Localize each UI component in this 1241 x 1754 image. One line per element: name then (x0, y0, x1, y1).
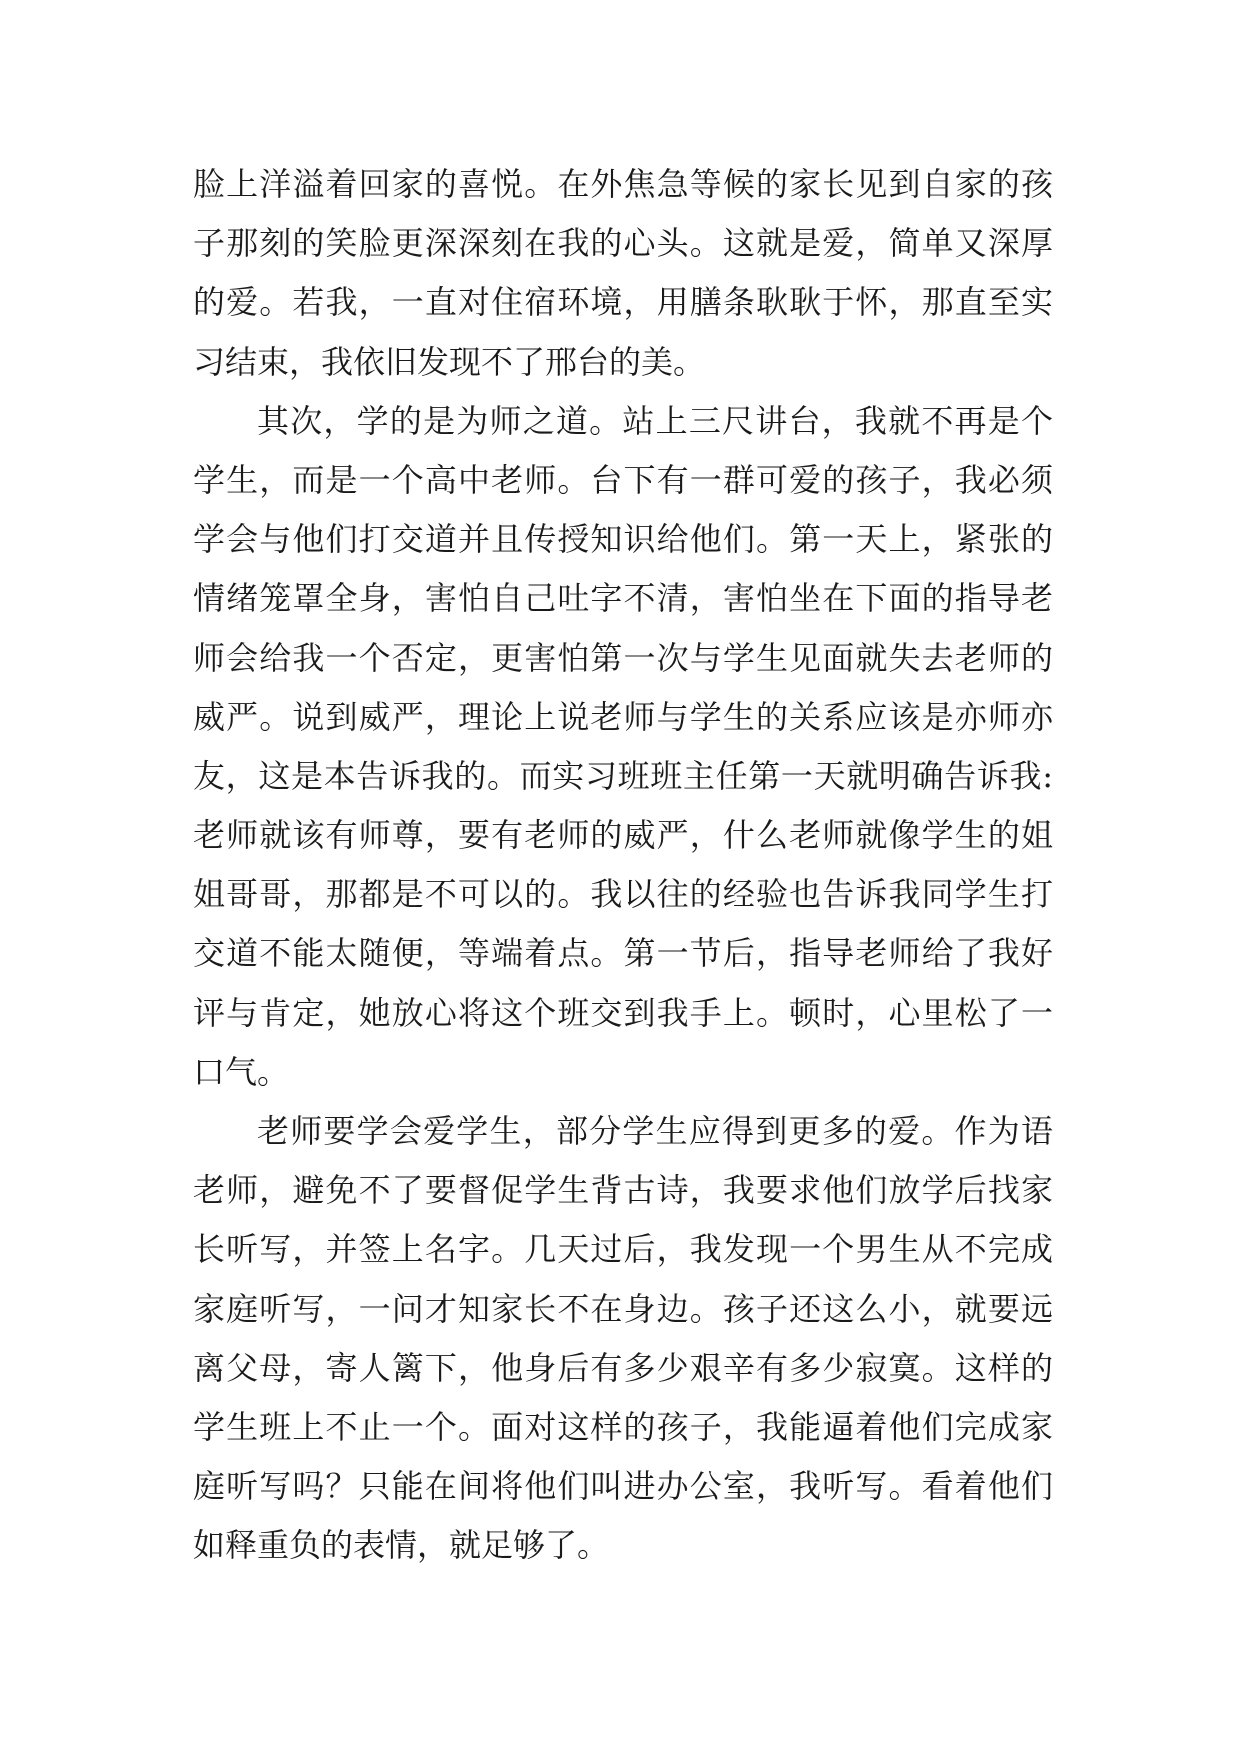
text-line: 口气。 (193, 1052, 290, 1091)
text-line: 老师要学会爱学生，部分学生应得到更多的爱。作为语 (257, 1112, 1053, 1150)
text-line: 家庭听写，一问才知家长不在身边。孩子还这么小，就要远 (193, 1289, 1053, 1328)
text-line: 老师就该有师尊，要有老师的威严，什么老师就像学生的姐 (193, 816, 1053, 855)
text-line: 学会与他们打交道并且传授知识给他们。第一天上，紧张的 (193, 520, 1053, 559)
text-line: 评与肯定，她放心将这个班交到我手上。顿时，心里松了一 (193, 993, 1053, 1032)
text-line: 庭听写吗？只能在间将他们叫进办公室，我听写。看着他们 (193, 1467, 1053, 1506)
text-line: 威严。说到威严，理论上说老师与学生的关系应该是亦师亦 (193, 697, 1053, 736)
text-line: 学生班上不止一个。面对这样的孩子，我能逼着他们完成家 (193, 1407, 1053, 1446)
text-line: 情绪笼罩全身，害怕自己吐字不清，害怕坐在下面的指导老 (193, 579, 1053, 618)
text-line: 姐哥哥，那都是不可以的。我以往的经验也告诉我同学生打 (193, 875, 1053, 914)
text-line: 脸上洋溢着回家的喜悦。在外焦急等候的家长见到自家的孩 (193, 165, 1053, 203)
text-line: 习结束，我依旧发现不了邢台的美。 (193, 342, 706, 381)
text-line: 的爱。若我，一直对住宿环境，用膳条耿耿于怀，那直至实 (193, 283, 1053, 322)
text-line: 子那刻的笑脸更深深刻在我的心头。这就是爱，简单又深厚 (193, 224, 1053, 263)
text-line: 学生，而是一个高中老师。台下有一群可爱的孩子，我必须 (193, 460, 1053, 499)
text-line: 师会给我一个否定，更害怕第一次与学生见面就失去老师的 (193, 638, 1053, 677)
text-line: 老师，避免不了要督促学生背古诗，我要求他们放学后找家 (193, 1171, 1053, 1210)
body-text (193, 155, 1053, 1576)
text-line: 友，这是本告诉我的。而实习班班主任第一天就明确告诉我: (193, 756, 1053, 795)
text-line: 交道不能太随便，等端着点。第一节后，指导老师给了我好 (193, 934, 1053, 973)
text-line: 长听写，并签上名字。几天过后，我发现一个男生从不完成 (193, 1230, 1053, 1269)
text-line: 离父母，寄人篱下，他身后有多少艰辛有多少寂寞。这样的 (193, 1348, 1053, 1387)
text-line: 如释重负的表情，就足够了。 (193, 1526, 610, 1565)
text-line: 其次，学的是为师之道。站上三尺讲台，我就不再是个 (257, 401, 1053, 440)
